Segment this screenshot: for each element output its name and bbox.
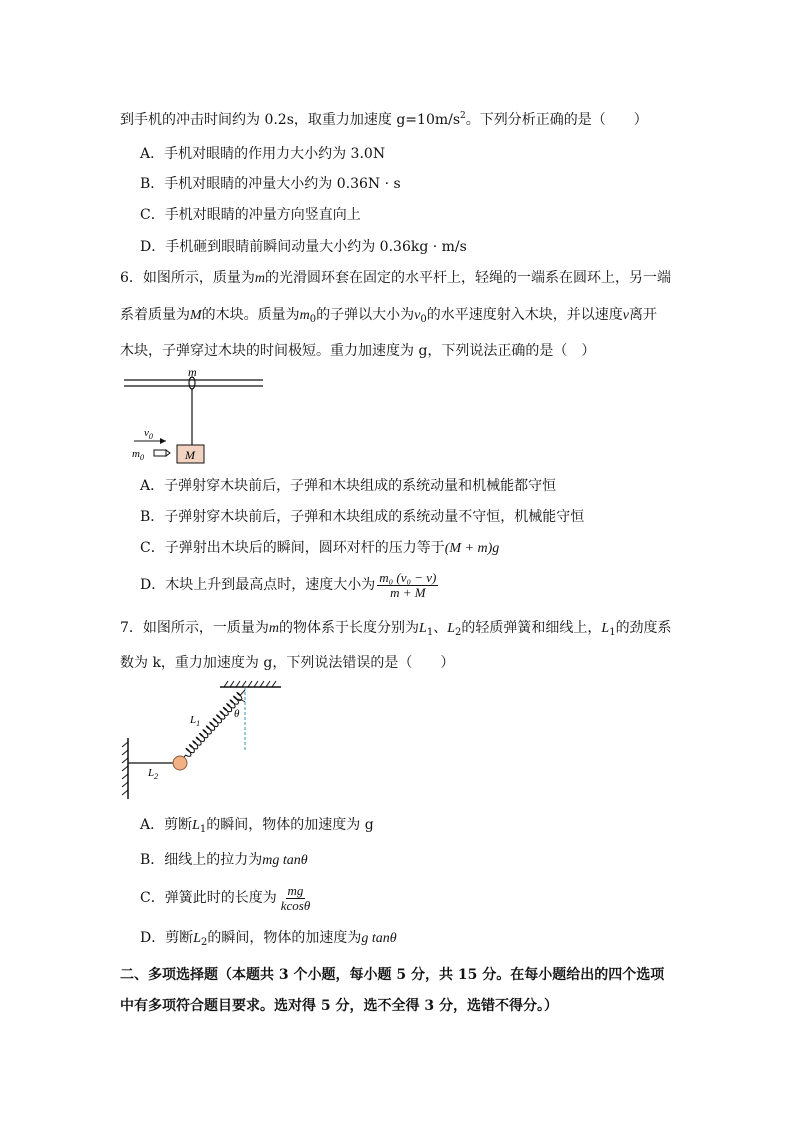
q7-option-a-text: A．剪断 bbox=[140, 817, 193, 833]
q7-var-L1: L bbox=[601, 621, 610, 636]
q6-stem-line3: 木块，子弹穿过木块的时间极短。重力加速度为 g，下列说法正确的是（ ） bbox=[120, 343, 596, 359]
q7-option-d-expr: g tanθ bbox=[361, 931, 397, 946]
q6-var-M: M bbox=[190, 308, 202, 323]
q7-option-d-text-mid: 的瞬间，物体的加速度为 bbox=[207, 930, 362, 946]
q6-option-a: A．子弹射穿木块前后，子弹和木块组成的系统动量和机械能都守恒 bbox=[140, 478, 557, 494]
q6-var-m0: m bbox=[299, 308, 310, 323]
q7-option-c-text: C．弹簧此时的长度为 bbox=[140, 890, 277, 906]
q5-stem-text: 到手机的冲击时间约为 0.2s，取重力加速度 g=10m/s bbox=[120, 112, 461, 128]
q7-option-a bbox=[140, 815, 374, 840]
q7-option-d bbox=[140, 928, 397, 953]
q7-stem-line1 bbox=[120, 618, 672, 643]
q7-ceiling-hatch bbox=[224, 681, 276, 687]
q7-text: 、 bbox=[433, 620, 448, 636]
q6-option-c-text: C．子弹射出木块后的瞬间，圆环对杆的压力等于 bbox=[140, 540, 445, 556]
q6-option-d-fraction bbox=[377, 571, 438, 600]
q7-mass bbox=[173, 756, 187, 770]
q7-option-c bbox=[140, 880, 312, 916]
q6-option-c bbox=[140, 538, 499, 559]
q6-text: 离开 bbox=[628, 307, 657, 323]
q6-text: 6．如图所示，质量为 bbox=[120, 270, 255, 286]
q6-var-v0: v bbox=[414, 308, 421, 323]
q6-ring-label: m bbox=[188, 366, 197, 379]
q6-option-c-expr: (M + m)g bbox=[444, 541, 500, 556]
q7-var-m: m bbox=[268, 621, 280, 636]
q6-option-b: B．子弹射穿木块前后，子弹和木块组成的系统动量不守恒，机械能守恒 bbox=[140, 509, 585, 525]
q7-sub: 1 bbox=[609, 627, 616, 638]
q7-L2-label: $L_2$ bbox=[148, 767, 159, 781]
q6-option-d bbox=[140, 568, 438, 602]
q5-stem-superscript: 2 bbox=[460, 111, 466, 121]
q6-stem-line2 bbox=[120, 305, 657, 330]
q7-option-b-text: B．细线上的拉力为 bbox=[140, 852, 263, 868]
q6-option-d-text: D．木块上升到最高点时，速度大小为 bbox=[140, 577, 376, 593]
q6-var-m: m bbox=[254, 271, 266, 286]
q7-text: 的物体系于长度分别为 bbox=[279, 620, 420, 636]
q6-text: 的光滑圆环套在固定的水平杆上，轻绳的一端系在圆环上，另一端 bbox=[265, 270, 672, 286]
q7-sub: 1 bbox=[199, 824, 207, 835]
q7-L1-label: $L_1$ bbox=[190, 714, 201, 728]
q7-figure bbox=[118, 678, 288, 802]
q6-text: 的木块。质量为 bbox=[201, 307, 300, 323]
q7-var-L2: L bbox=[193, 931, 202, 946]
q5-option-c: C．手机对眼睛的冲量方向竖直向上 bbox=[140, 207, 361, 223]
q7-sub: 2 bbox=[455, 627, 462, 638]
q7-wall-hatch bbox=[122, 742, 128, 795]
q6-text: 系着质量为 bbox=[120, 307, 190, 323]
q5-stem bbox=[120, 106, 648, 130]
q6-stem-line1 bbox=[120, 268, 671, 289]
q7-option-c-fraction bbox=[279, 884, 313, 913]
q6-frac-den: m + M bbox=[390, 584, 426, 600]
q7-text: 的轻质弹簧和细线上， bbox=[461, 620, 602, 636]
q6-velocity-arrowhead bbox=[160, 438, 166, 444]
q7-var-L2: L bbox=[447, 621, 456, 636]
q6-frac-num: m₀ (v₀ − v) bbox=[379, 569, 437, 585]
section2-heading-line1: 二、多项选择题（本题共 3 个小题，每小题 5 分，共 15 分。在每小题给出的四个选项 bbox=[120, 967, 665, 983]
q7-option-b-expr: mg tanθ bbox=[262, 853, 308, 868]
q7-option-b bbox=[140, 850, 308, 871]
q7-sub: 2 bbox=[201, 937, 208, 948]
q7-text: 的劲度系 bbox=[615, 620, 672, 636]
q7-stem-line2: 数为 k，重力加速度为 g，下列说法错误的是（ ） bbox=[120, 655, 455, 671]
q6-var-v: v bbox=[622, 308, 629, 323]
q5-stem-text-end: 。下列分析正确的是（ ） bbox=[465, 112, 648, 128]
q7-frac-den: kcosθ bbox=[280, 897, 311, 913]
q7-theta-label: θ bbox=[234, 708, 240, 720]
q7-var-L1: L bbox=[419, 621, 427, 636]
q6-text: 的水平速度射入木块，并以速度 bbox=[426, 307, 623, 323]
q6-v0-label: $v_0$ bbox=[144, 427, 153, 441]
q7-text: 7．如图所示，一质量为 bbox=[120, 620, 269, 636]
q7-sub: 1 bbox=[426, 627, 434, 638]
q7-var-L1: L bbox=[192, 818, 200, 833]
q5-option-a: A．手机对眼睛的作用力大小约为 3.0N bbox=[140, 146, 386, 162]
q7-option-a-text-end: 的瞬间，物体的加速度为 g bbox=[206, 817, 374, 833]
q6-bullet-tip bbox=[166, 450, 170, 456]
q6-figure bbox=[120, 366, 280, 468]
q5-option-d: D．手机砸到眼睛前瞬间动量大小约为 0.36kg · m/s bbox=[140, 239, 467, 255]
q6-bullet bbox=[154, 450, 166, 456]
q6-text: 的子弹以大小为 bbox=[316, 307, 415, 323]
q5-option-b: B．手机对眼睛的冲量大小约为 0.36N · s bbox=[140, 176, 401, 192]
q7-option-d-text: D．剪断 bbox=[140, 930, 194, 946]
q6-sub: 0 bbox=[309, 314, 317, 325]
q6-block-label: M bbox=[185, 448, 195, 462]
section2-heading-line2: 中有多项符合题目要求。选对得 5 分，选不全得 3 分，选错不得分。） bbox=[120, 998, 558, 1014]
q6-bullet-label: $m_0$ bbox=[132, 448, 144, 462]
q6-sub: 0 bbox=[420, 314, 427, 325]
q7-frac-num: mg bbox=[287, 882, 304, 898]
